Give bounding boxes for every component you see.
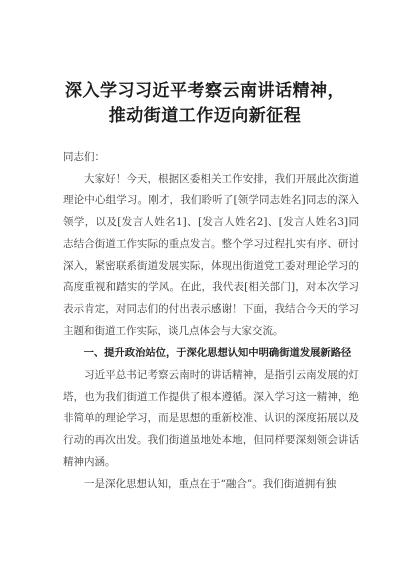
document-title-line-1: 深入学习习近平考察云南讲话精神， (65, 81, 345, 101)
paragraph-section-1: 习近平总书记考察云南时的讲话精神，是指引云南发展的灯塔，也为我们街道工作提供了根本遵循。深入学习这一精神，绝非简单的理论学习，而是思想的重新校准、认识的深度拓展以及行动的再次出发。我们街道虽地处本地，但同样要深刻领会讲话精神内涵。 (63, 369, 359, 468)
paragraph-opening: 大家好！今天，根据区委相关工作安排，我们开展此次街道理论中心组学习。刚才，我们聆听了[领学同志姓名]同志的深入领学，以及[发言人姓名1]、[发言人姓名2]、[发言人姓名3]同志结合街道工作实际的重点发言。整个学习过程扎实有序、研讨深入，紧密联系街道发展实际，体现出街道党工委对理论学习的高度重视和踏实的学风。在此，我代表[相关部门]，对本次学习表示肯定，对同志们的付出表示感谢！下面，我结合今天的学习主题和街道工作实际，谈几点体会与大家交流。 (63, 172, 359, 337)
section-heading-1: 一、提升政治站位，于深化思想认知中明确街道发展新路径 (83, 347, 352, 360)
document-title-line-2: 推动街道工作迈向新征程 (108, 106, 302, 126)
paragraph-point-1: 一是深化思想认知，重点在于“融合”。我们街道拥有独 (84, 477, 337, 490)
salutation: 同志们： (63, 151, 105, 163)
document-body (63, 147, 359, 495)
